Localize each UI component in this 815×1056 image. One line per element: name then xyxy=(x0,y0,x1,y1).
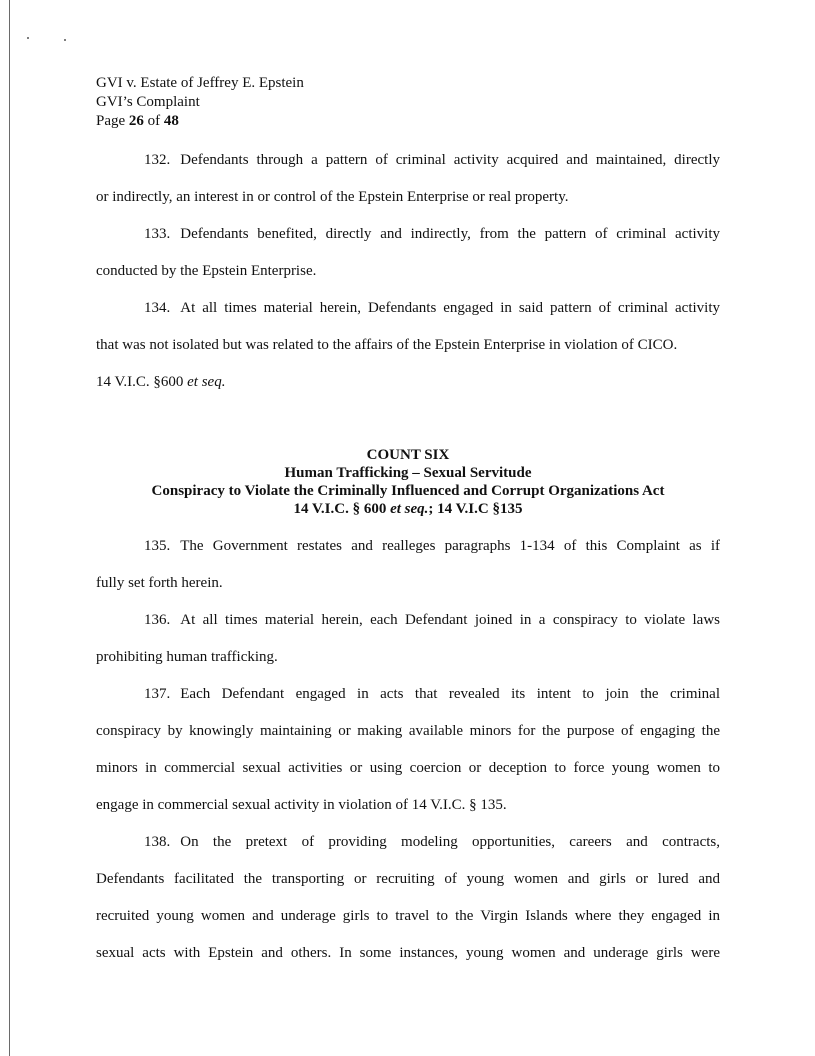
paragraph-text: At all times material herein, each Defendant joined in a conspiracy to violate laws xyxy=(180,612,720,628)
page-total: 48 xyxy=(163,113,179,129)
citation-part: 14 V.I.C. § 600 xyxy=(293,501,391,517)
paragraph-number: 137. xyxy=(144,686,171,702)
scan-edge-line xyxy=(9,0,10,1056)
paragraph-line: minors in commercial sexual activities or using coercion or deception to force young women to xyxy=(96,760,720,776)
paragraph-line xyxy=(96,676,720,713)
paragraph-133 xyxy=(96,216,720,290)
count-title: COUNT SIX xyxy=(366,447,450,463)
paragraph-number: 136. xyxy=(144,612,171,628)
statute-citation: 14 V.I.C. §600 xyxy=(96,374,188,390)
case-title: GVI v. Estate of Jeffrey E. Epstein xyxy=(96,75,304,91)
count-subtitle: Human Trafficking – Sexual Servitude xyxy=(284,465,532,481)
paragraph-text: At all times material herein, Defendants engaged in said pattern of criminal activity xyxy=(180,300,720,316)
paragraph-line: prohibiting human trafficking. xyxy=(96,649,278,665)
paragraph-text: The Government restates and realleges paragraphs 1-134 of this Complaint as if xyxy=(180,538,720,554)
scan-speck xyxy=(27,37,29,39)
paragraph-line: recruited young women and underage girls to travel to the Virgin Islands where they engaged in xyxy=(96,908,720,924)
paragraph-line: conducted by the Epstein Enterprise. xyxy=(96,263,317,279)
count-conspiracy: Conspiracy to Violate the Criminally Influenced and Corrupt Organizations Act xyxy=(151,483,665,499)
paragraph-137 xyxy=(96,676,720,824)
document-title: GVI’s Complaint xyxy=(96,94,200,110)
count-citation xyxy=(96,500,720,518)
paragraph-line: engage in commercial sexual activity in violation of 14 V.I.C. § 135. xyxy=(96,797,507,813)
paragraph-132 xyxy=(96,142,720,216)
paragraph-line xyxy=(96,142,720,179)
page-number: 26 xyxy=(128,113,144,129)
paragraph-text: Each Defendant engaged in acts that revealed its intent to join the criminal xyxy=(180,686,720,702)
citation-et-seq: et seq. xyxy=(390,501,429,517)
paragraph-line xyxy=(96,216,720,253)
paragraph-line xyxy=(96,364,720,401)
paragraph-136 xyxy=(96,602,720,676)
paragraph-number: 135. xyxy=(144,538,171,554)
paragraph-line xyxy=(96,824,720,861)
et-seq: et seq. xyxy=(187,374,226,390)
paragraph-line: conspiracy by knowingly maintaining or making available minors for the purpose of engaging the xyxy=(96,723,720,739)
paragraph-134 xyxy=(96,290,720,401)
paragraph-line: Defendants facilitated the transporting or recruiting of young women and girls or lured and xyxy=(96,871,720,887)
document-caption xyxy=(96,74,304,131)
paragraph-number: 132. xyxy=(144,152,171,168)
paragraph-line: or indirectly, an interest in or control of the Epstein Enterprise or real property. xyxy=(96,189,569,205)
paragraph-line xyxy=(96,290,720,327)
count-heading xyxy=(96,446,720,518)
paragraph-text: On the pretext of providing modeling opportunities, careers and contracts, xyxy=(180,834,720,850)
page-prefix: Page xyxy=(96,113,129,129)
scan-speck xyxy=(64,39,66,41)
paragraph-135 xyxy=(96,528,720,602)
page-indicator xyxy=(96,112,304,131)
page-of: of xyxy=(143,113,164,129)
paragraph-line: sexual acts with Epstein and others. In some instances, young women and underage girls were xyxy=(96,945,720,961)
paragraph-text: Defendants through a pattern of criminal activity acquired and maintained, directly xyxy=(180,152,720,168)
paragraph-text: Defendants benefited, directly and indirectly, from the pattern of criminal activity xyxy=(180,226,720,242)
paragraph-line xyxy=(96,528,720,565)
paragraph-line xyxy=(96,602,720,639)
paragraph-number: 138. xyxy=(144,834,171,850)
paragraph-line: fully set forth herein. xyxy=(96,575,223,591)
paragraph-number: 134. xyxy=(144,300,171,316)
citation-part: ; 14 V.I.C §135 xyxy=(428,501,523,517)
paragraph-line: that was not isolated but was related to the affairs of the Epstein Enterprise in violation of CICO. xyxy=(96,337,678,353)
paragraph-138 xyxy=(96,824,720,972)
paragraph-number: 133. xyxy=(144,226,171,242)
